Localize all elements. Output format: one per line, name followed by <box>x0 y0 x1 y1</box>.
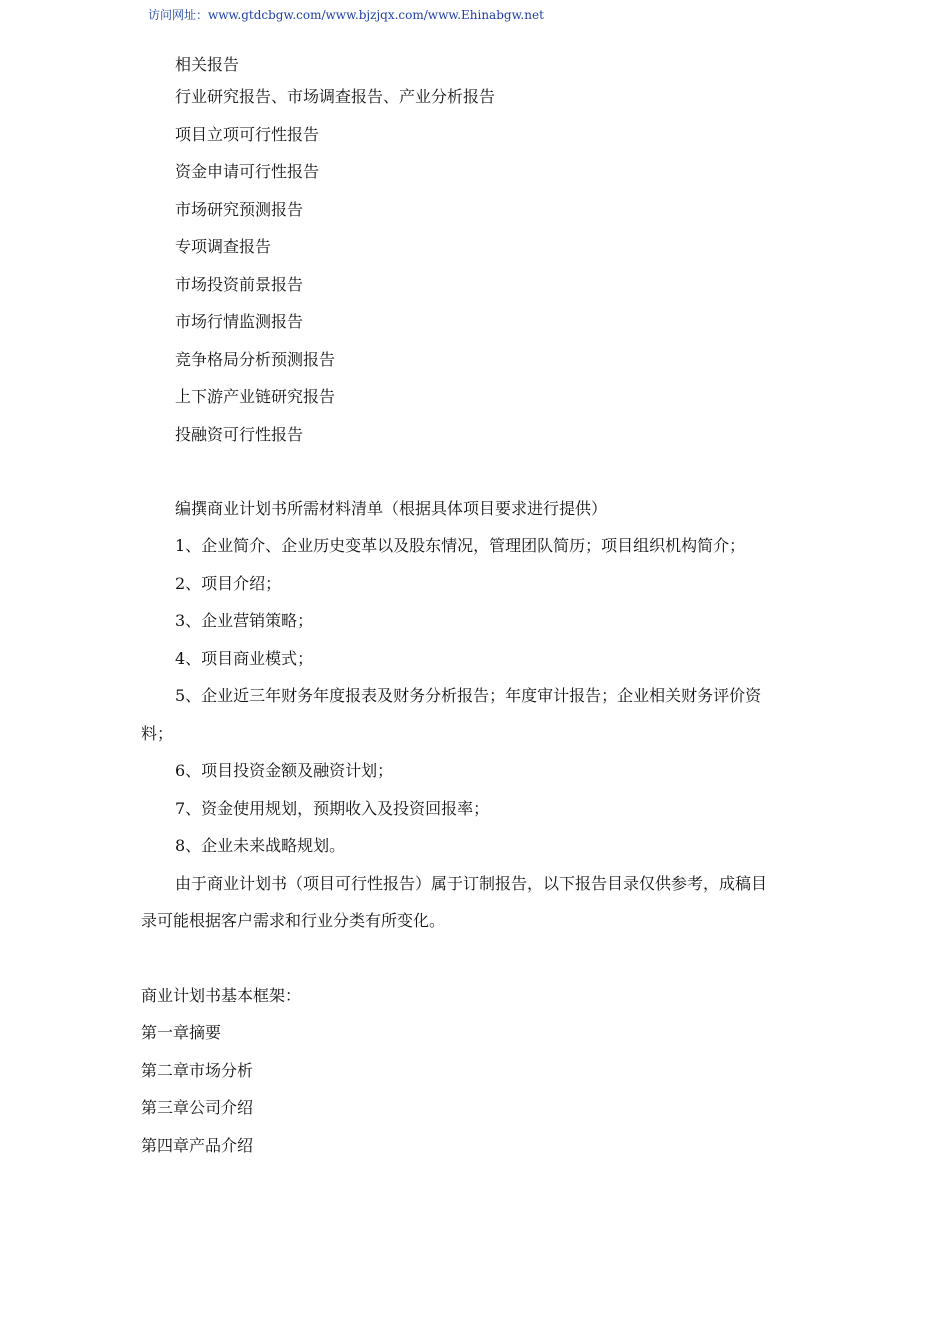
url-list[interactable]: www.gtdcbgw.com/www.bjzjqx.com/www.Ehinabgw.net <box>208 8 544 22</box>
related-item: 行业研究报告、市场调查报告、产业分析报告 <box>175 87 496 106</box>
related-reports-title: 相关报告 <box>175 55 240 74</box>
related-item: 上下游产业链研究报告 <box>175 387 336 406</box>
related-item: 投融资可行性报告 <box>175 425 304 444</box>
materials-title: 编撰商业计划书所需材料清单（根据具体项目要求进行提供） <box>175 499 608 518</box>
material-item: 3、企业营销策略； <box>175 611 314 630</box>
material-item: 5、企业近三年财务年度报表及财务分析报告；年度审计报告；企业相关财务评价资 <box>175 686 762 705</box>
header-url-line <box>148 6 544 23</box>
visit-label: 访问网址： <box>148 8 209 22</box>
materials-note-continuation: 录可能根据客户需求和行业分类有所变化。 <box>141 911 446 930</box>
material-item-continuation: 料； <box>141 724 174 743</box>
chapter-item: 第四章产品介绍 <box>141 1136 254 1155</box>
chapter-item: 第二章市场分析 <box>141 1061 254 1080</box>
material-item: 6、项目投资金额及融资计划； <box>175 761 394 780</box>
related-item: 项目立项可行性报告 <box>175 125 320 144</box>
material-item: 7、资金使用规划，预期收入及投资回报率； <box>175 799 490 818</box>
related-item: 资金申请可行性报告 <box>175 162 320 181</box>
related-item: 专项调查报告 <box>175 237 272 256</box>
materials-note: 由于商业计划书（项目可行性报告）属于订制报告，以下报告目录仅供参考，成稿目 <box>175 874 768 893</box>
material-item: 2、项目介绍； <box>175 574 282 593</box>
material-item: 1、企业简介、企业历史变革以及股东情况，管理团队简历；项目组织机构简介； <box>175 536 746 555</box>
chapter-item: 第一章摘要 <box>141 1023 222 1042</box>
related-item: 市场研究预测报告 <box>175 200 304 219</box>
chapter-item: 第三章公司介绍 <box>141 1098 254 1117</box>
material-item: 4、项目商业模式； <box>175 649 314 668</box>
framework-title: 商业计划书基本框架： <box>141 986 302 1005</box>
related-item: 市场行情监测报告 <box>175 312 304 331</box>
material-item: 8、企业未来战略规划。 <box>175 836 346 855</box>
related-item: 竞争格局分析预测报告 <box>175 350 336 369</box>
related-item: 市场投资前景报告 <box>175 275 304 294</box>
